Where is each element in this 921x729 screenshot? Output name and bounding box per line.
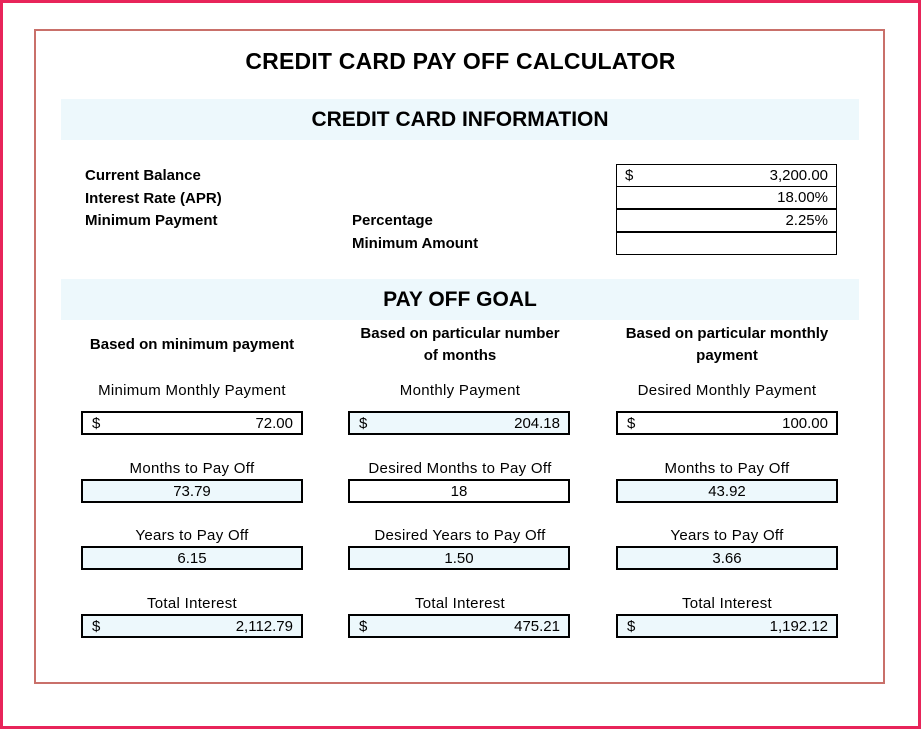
payment-value: 100.00 (782, 414, 828, 432)
payment-field[interactable] (348, 411, 570, 435)
column-heading-line: Based on particular monthly (625, 325, 829, 342)
interest-label: Total Interest (146, 595, 238, 612)
interest-value: 1,192.12 (769, 617, 828, 635)
column-heading-line: Based on particular number (360, 325, 560, 342)
years-field[interactable] (616, 546, 838, 570)
payment-label: Monthly Payment (399, 382, 521, 399)
goal-section-heading: PAY OFF GOAL (61, 279, 859, 320)
years-value: 3.66 (712, 549, 742, 567)
years-label: Years to Pay Off (670, 527, 784, 544)
years-label: Desired Years to Pay Off (374, 527, 546, 544)
interest-rate-label: Interest Rate (APR) (85, 190, 222, 207)
payment-label: Minimum Monthly Payment (98, 382, 286, 399)
currency-symbol: $ (359, 617, 368, 635)
months-label: Months to Pay Off (664, 460, 790, 477)
payment-value: 204.18 (514, 414, 560, 432)
years-value: 1.50 (444, 549, 474, 567)
payment-value: 72.00 (255, 414, 293, 432)
interest-field[interactable] (616, 614, 838, 638)
column-heading-line: Based on minimum payment (89, 336, 295, 353)
column-min-payment-heading (67, 334, 317, 356)
months-field[interactable] (81, 479, 303, 503)
column-monthly-payment-heading (602, 323, 852, 367)
interest-label: Total Interest (681, 595, 773, 612)
interest-rate-field[interactable] (616, 186, 837, 209)
percentage-field[interactable] (616, 209, 837, 232)
minimum-amount-field[interactable] (616, 232, 837, 255)
column-heading-line: payment (696, 347, 758, 364)
info-section-heading: CREDIT CARD INFORMATION (61, 99, 859, 140)
payment-label: Desired Monthly Payment (637, 382, 817, 399)
months-value: 18 (450, 482, 468, 500)
current-balance-label: Current Balance (85, 167, 201, 184)
current-balance-field[interactable] (616, 164, 837, 187)
currency-symbol: $ (627, 414, 636, 432)
years-field[interactable] (81, 546, 303, 570)
interest-field[interactable] (81, 614, 303, 638)
column-heading-line: of months (423, 347, 497, 364)
percentage-value: 2.25% (785, 212, 828, 229)
payment-field[interactable] (616, 411, 838, 435)
percentage-label: Percentage (352, 212, 433, 229)
years-label: Years to Pay Off (135, 527, 249, 544)
page-title: CREDIT CARD PAY OFF CALCULATOR (245, 48, 676, 74)
months-field[interactable] (616, 479, 838, 503)
minimum-payment-label: Minimum Payment (85, 212, 218, 229)
minimum-amount-label: Minimum Amount (352, 235, 479, 252)
column-months-heading (335, 323, 585, 367)
years-value: 6.15 (177, 549, 207, 567)
years-field[interactable] (348, 546, 570, 570)
interest-rate-value: 18.00% (777, 189, 828, 206)
current-balance-value: 3,200.00 (769, 167, 828, 184)
currency-symbol: $ (627, 617, 636, 635)
months-value: 43.92 (708, 482, 746, 500)
months-label: Desired Months to Pay Off (368, 460, 552, 477)
months-value: 73.79 (173, 482, 211, 500)
interest-value: 475.21 (514, 617, 560, 635)
payment-field[interactable] (81, 411, 303, 435)
months-field[interactable] (348, 479, 570, 503)
currency-symbol: $ (359, 414, 368, 432)
interest-field[interactable] (348, 614, 570, 638)
currency-symbol: $ (625, 167, 634, 184)
currency-symbol: $ (92, 414, 101, 432)
months-label: Months to Pay Off (129, 460, 255, 477)
interest-value: 2,112.79 (235, 617, 293, 635)
interest-label: Total Interest (414, 595, 506, 612)
currency-symbol: $ (92, 617, 101, 635)
